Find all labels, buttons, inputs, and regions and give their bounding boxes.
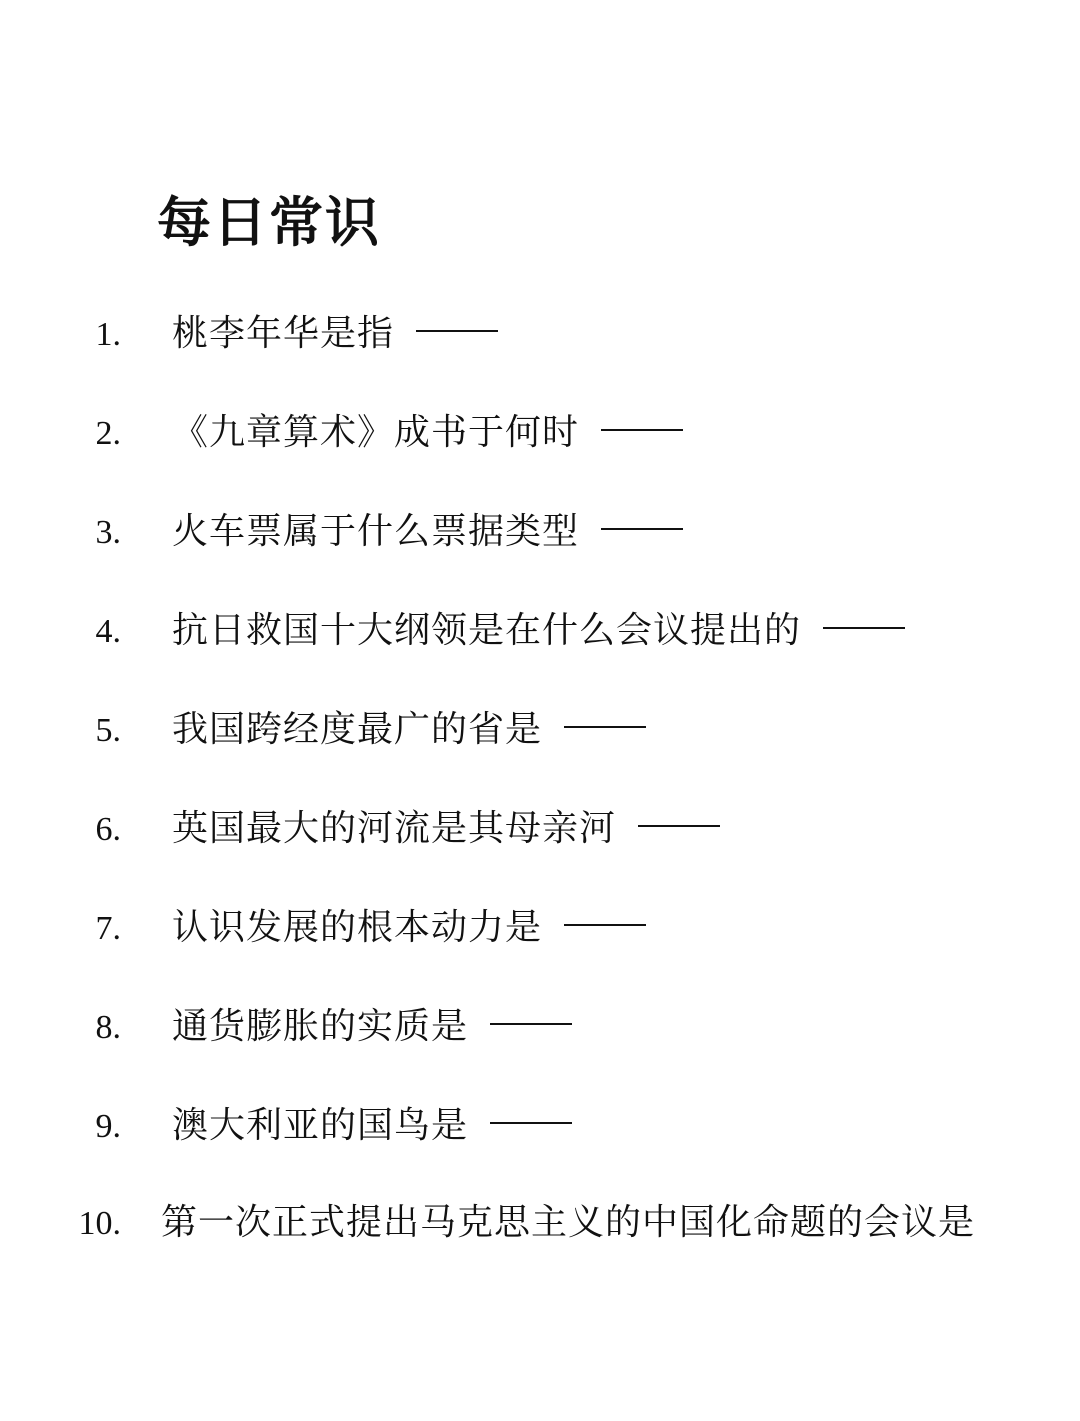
question-text-wrap: [172, 609, 905, 652]
question-number: 9.: [95, 1108, 121, 1145]
question-text: 《九章算术》成书于何时: [172, 412, 580, 453]
question-item-3: [0, 508, 1080, 556]
question-text-wrap: [161, 1201, 975, 1244]
question-text: 抗日救国十大纲领是在什么会议提出的: [172, 610, 802, 651]
question-text-wrap: [172, 312, 498, 355]
answer-blank-line: [601, 429, 683, 431]
question-text-wrap: [172, 708, 646, 751]
question-item-6: [0, 805, 1080, 853]
question-number: 10.: [78, 1205, 121, 1242]
question-text-wrap: [172, 807, 720, 850]
question-text: 我国跨经度最广的省是: [172, 709, 543, 750]
question-number: 1.: [95, 316, 121, 353]
question-item-5: [0, 706, 1080, 754]
question-text: 英国最大的河流是其母亲河: [172, 808, 617, 849]
question-item-8: [0, 1003, 1080, 1051]
question-item-9: [0, 1102, 1080, 1150]
question-item-7: [0, 904, 1080, 952]
answer-blank-line: [564, 726, 646, 728]
question-text-wrap: [172, 510, 683, 553]
answer-blank-line: [638, 825, 720, 827]
question-number: 3.: [95, 514, 121, 551]
question-item-10: [0, 1199, 1080, 1247]
question-number: 6.: [95, 811, 121, 848]
question-text: 认识发展的根本动力是: [172, 907, 543, 948]
question-text: 第一次正式提出马克思主义的中国化命题的会议是: [161, 1202, 976, 1243]
answer-blank-line: [490, 1122, 572, 1124]
answer-blank-line: [564, 924, 646, 926]
answer-blank-line: [490, 1023, 572, 1025]
question-number: 8.: [95, 1009, 121, 1046]
question-number: 7.: [95, 910, 121, 947]
answer-blank-line: [416, 330, 498, 332]
question-text: 桃李年华是指: [172, 313, 395, 354]
question-text: 通货膨胀的实质是: [172, 1006, 469, 1047]
question-number: 4.: [95, 613, 121, 650]
question-text: 澳大利亚的国鸟是: [172, 1105, 469, 1146]
question-item-4: [0, 607, 1080, 655]
question-text-wrap: [172, 906, 646, 949]
question-number: 2.: [95, 415, 121, 452]
page-title: 每日常识: [157, 191, 381, 254]
question-text: 火车票属于什么票据类型: [172, 511, 580, 552]
question-text-wrap: [172, 411, 683, 454]
question-number: 5.: [95, 712, 121, 749]
answer-blank-line: [601, 528, 683, 530]
answer-blank-line: [823, 627, 905, 629]
question-text-wrap: [172, 1104, 572, 1147]
question-item-1: [0, 310, 1080, 358]
question-text-wrap: [172, 1005, 572, 1048]
question-item-2: [0, 409, 1080, 457]
